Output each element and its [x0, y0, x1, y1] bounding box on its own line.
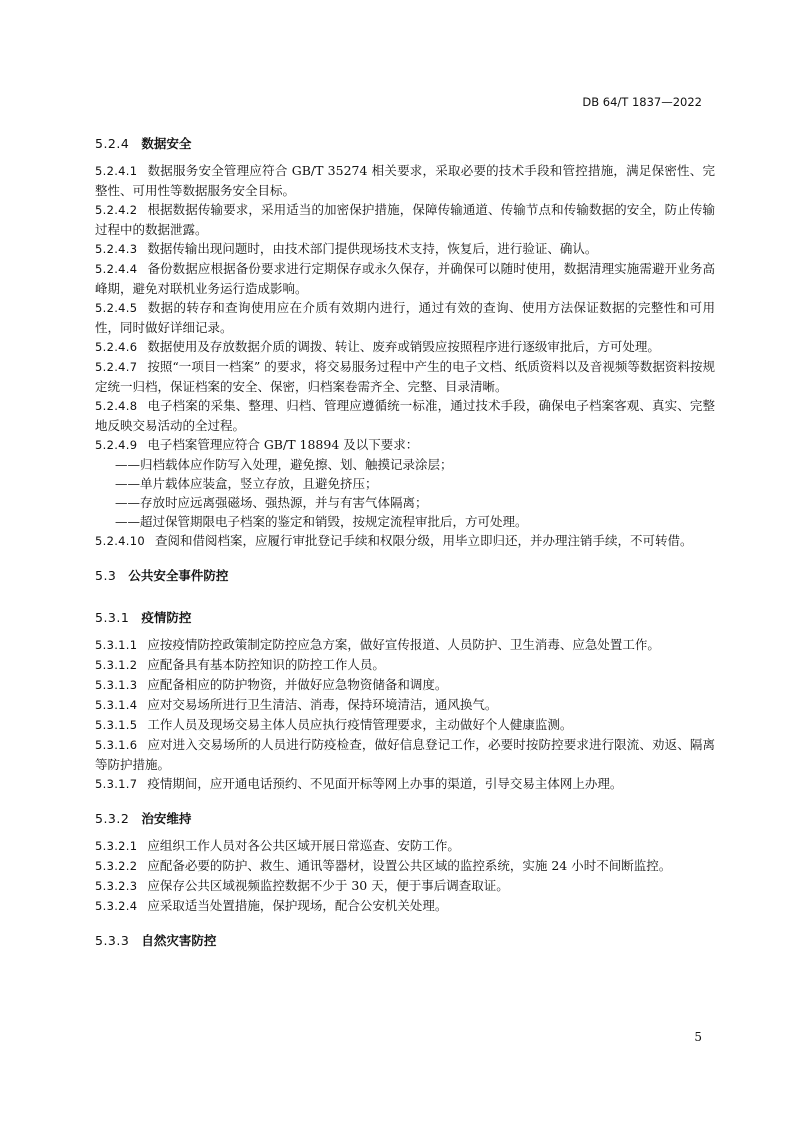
clause: 5.3.2.3 应保存公共区域视频监控数据不少于 30 天，便于事后调查取证。 — [95, 878, 509, 893]
section-heading-5-3-3: 5.3.3 自然灾害防控 — [95, 933, 217, 948]
clause: 5.3.1.1 应按疫情防控政策制定防控应急方案，做好宣传报道、人员防护、卫生消毒、应急处置工作。 — [95, 637, 660, 652]
clause: 5.3.1.3 应配备相应的防护物资，并做好应急物资储备和调度。 — [95, 677, 448, 692]
clause: 5.2.4.10 查阅和借阅档案，应履行审批登记手续和权限分级，用毕立即归还，并办理注销手续，不可转借。 — [95, 533, 693, 548]
list-item: ——超过保管期限电子档案的鉴定和销毁，按规定流程审批后，方可处理。 — [115, 514, 528, 529]
clause: 5.2.4.3 数据传输出现问题时，由技术部门提供现场技术支持，恢复后，进行验证、确认。 — [95, 241, 598, 256]
clause: 5.3.1.6 应对进入交易场所的人员进行防疫检查，做好信息登记工作，必要时按防控要求进行限流、劝返、隔离等防护措施。 — [95, 737, 715, 772]
clause: 5.2.4.9 电子档案管理应符合 GB/T 18894 及以下要求： — [95, 437, 419, 452]
list-item: ——归档载体应作防写入处理，避免擦、划、触摸记录涂层； — [115, 457, 453, 472]
section-heading-5-2-4: 5.2.4 数据安全 — [95, 136, 192, 151]
clause: 5.3.2.4 应采取适当处置措施，保护现场，配合公安机关处理。 — [95, 898, 448, 913]
document-body — [95, 128, 715, 958]
page-number: 5 — [694, 1030, 702, 1044]
list-item: ——单片载体应装盒，竖立存放，且避免挤压； — [115, 476, 378, 491]
section-heading-5-3-2: 5.3.2 治安维持 — [95, 811, 192, 826]
clause: 5.3.1.2 应配备具有基本防控知识的防控工作人员。 — [95, 657, 385, 672]
clause: 5.3.1.4 应对交易场所进行卫生清洁、消毒，保持环境清洁，通风换气。 — [95, 697, 498, 712]
clause: 5.3.2.2 应配备必要的防护、救生、通讯等器材，设置公共区域的监控系统，实施 24 小时不间断监控。 — [95, 858, 672, 873]
clause: 5.2.4.1 数据服务安全管理应符合 GB/T 35274 相关要求，采取必要的技术手段和管控措施，满足保密性、完整性、可用性等数据服务安全目标。 — [95, 163, 715, 198]
clause: 5.2.4.7 按照“一项目一档案” 的要求，将交易服务过程中产生的电子文档、纸质资料以及音视频等数据资料按规定统一归档，保证档案的安全、保密，归档案卷需齐全、完整、目录清晰。 — [95, 359, 715, 394]
list-item: ——存放时应远离强磁场、强热源，并与有害气体隔离； — [115, 495, 428, 510]
clause: 5.2.4.5 数据的转存和查询使用应在介质有效期内进行，通过有效的查询、使用方法保证数据的完整性和可用性，同时做好详细记录。 — [95, 300, 715, 335]
document-code: DB 64/T 1837—2022 — [582, 95, 702, 109]
section-heading-5-3: 5.3 公共安全事件防控 — [95, 568, 229, 583]
clause: 5.2.4.2 根据数据传输要求，采用适当的加密保护措施，保障传输通道、传输节点和传输数据的安全，防止传输过程中的数据泄露。 — [95, 202, 715, 237]
clause: 5.2.4.4 备份数据应根据备份要求进行定期保存或永久保存，并确保可以随时使用，数据清理实施需避开业务高峰期，避免对联机业务运行造成影响。 — [95, 261, 715, 296]
clause: 5.2.4.6 数据使用及存放数据介质的调拨、转让、废弃或销毁应按照程序进行逐级审批后，方可处理。 — [95, 339, 660, 354]
section-heading-5-3-1: 5.3.1 疫情防控 — [95, 610, 192, 625]
clause: 5.3.1.5 工作人员及现场交易主体人员应执行疫情管理要求，主动做好个人健康监测。 — [95, 717, 573, 732]
clause: 5.3.1.7 疫情期间，应开通电话预约、不见面开标等网上办事的渠道，引导交易主体网上办理。 — [95, 776, 623, 791]
clause: 5.2.4.8 电子档案的采集、整理、归档、管理应遵循统一标准，通过技术手段，确保电子档案客观、真实、完整地反映交易活动的全过程。 — [95, 398, 715, 433]
clause: 5.3.2.1 应组织工作人员对各公共区域开展日常巡查、安防工作。 — [95, 838, 460, 853]
